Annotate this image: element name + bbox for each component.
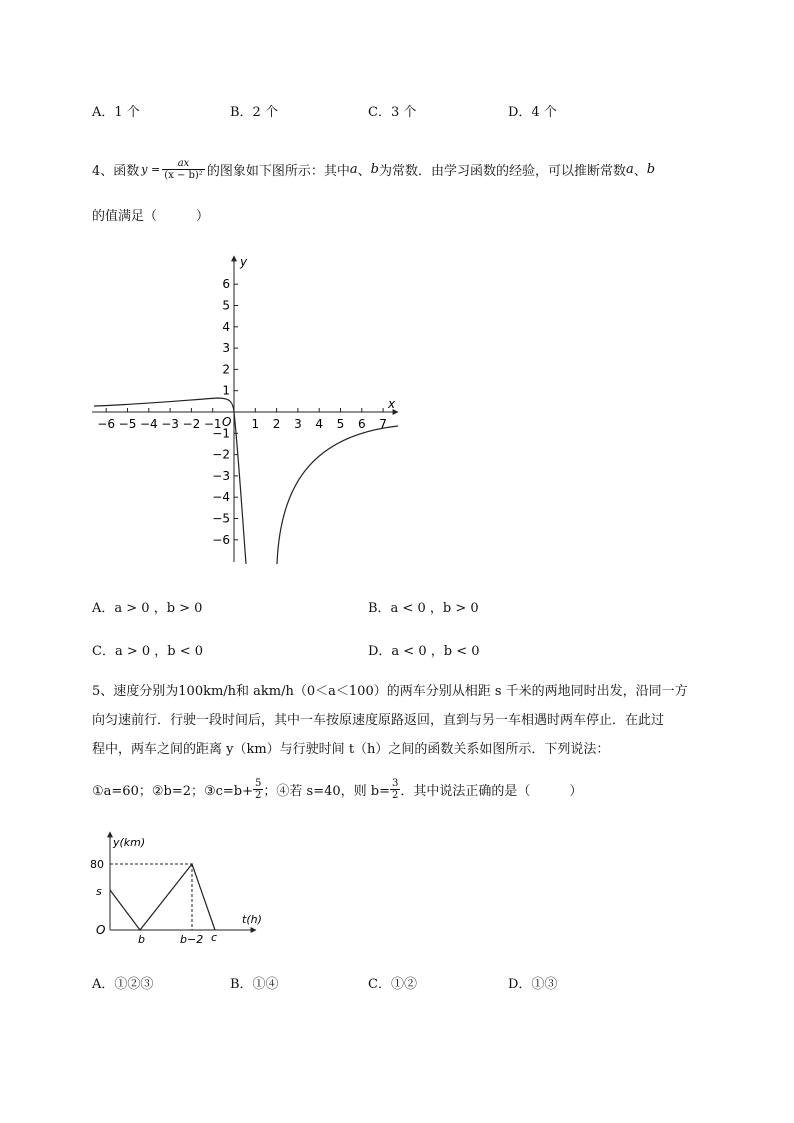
x-tick-label: 3 — [294, 417, 302, 431]
x-tick-label: 6 — [357, 417, 366, 431]
q4-option-b: B．a < 0 ，b > 0 — [368, 601, 479, 616]
q4-sep1: 、 — [357, 163, 371, 179]
x-tick-label: −5 — [118, 417, 137, 431]
q5-option-d: D．①③ — [508, 977, 558, 992]
q4-option-d: D．a < 0 ，b < 0 — [368, 644, 480, 659]
x-tick-label: 4 — [315, 417, 324, 431]
q5-stem-line4 — [92, 772, 582, 806]
x-tick-label: −2 — [182, 417, 201, 431]
y-tick-label: 4 — [222, 319, 230, 334]
q4-option-a: A．a > 0 ，b > 0 — [92, 601, 203, 616]
q5-option-c: C．①② — [368, 977, 417, 992]
distance-polyline — [110, 864, 215, 930]
origin-label: O — [96, 923, 106, 937]
y-tick-label: −1 — [212, 426, 230, 441]
y-tick-label: 6 — [222, 277, 230, 292]
q5-frac2-num: 3 — [392, 777, 399, 789]
q4-stem-line1 — [92, 152, 655, 186]
x-tick-label: −3 — [161, 417, 179, 431]
label-80: 80 — [90, 858, 104, 871]
y-tick-label: −5 — [212, 511, 230, 526]
label-c: c — [211, 931, 218, 944]
distance-time-graph — [88, 828, 278, 950]
q5-stem-line1: 5、速度分别为100km/h和 akm/h（0＜a＜100）的两车分别从相距 s 千米的两地同时出发，沿同一方 — [92, 684, 688, 699]
curve-right-branch — [277, 426, 398, 564]
x-tick-label: −4 — [139, 417, 158, 431]
q4-sep2: 、 — [633, 163, 647, 179]
y-axis-label: y — [240, 255, 248, 269]
q3-option-c: C．3 个 — [368, 105, 417, 120]
y-tick-label: −2 — [212, 447, 230, 462]
q4-function-fraction — [162, 158, 205, 181]
x-axis-label: x — [388, 397, 396, 411]
q5-option-a: A．①②③ — [92, 977, 154, 992]
t-axis-label: t(h) — [242, 913, 262, 926]
q3-option-a: A．1 个 — [92, 105, 140, 120]
curve-descending-branch — [234, 412, 246, 564]
y-tick-label: −4 — [212, 490, 230, 505]
label-b-minus-2: b−2 — [180, 933, 204, 946]
q4-var-b2: b — [646, 161, 656, 177]
q4-func-numerator: ax — [162, 158, 205, 170]
q5-fraction-5-2 — [253, 778, 263, 801]
x-tick-label: 7 — [379, 417, 387, 431]
x-tick-label: −1 — [203, 417, 222, 431]
q5-statements-a: ①a=60；②b=2；③c=b+ — [92, 783, 254, 799]
q3-option-b: B．2 个 — [230, 105, 278, 120]
q5-stem-line2: 向匀速前行．行驶一段时间后，其中一车按原速度原路返回，直到与另一车相遇时两车停止．在此过 — [92, 713, 665, 728]
q5-frac1-num: 5 — [255, 777, 262, 789]
q5-statements-c: ．其中说法正确的是（ ） — [400, 783, 583, 799]
q4-var-b: b — [370, 161, 379, 177]
y-tick-label: 1 — [222, 383, 230, 398]
q4-var-a2: a — [625, 161, 634, 177]
origin-label: O — [222, 415, 232, 429]
y-tick-label: 3 — [222, 341, 230, 356]
function-graph — [88, 250, 408, 568]
x-tick-label: 1 — [251, 417, 260, 431]
q4-func-y: y = — [141, 162, 161, 176]
q4-var-a: a — [349, 161, 358, 177]
q5-fraction-3-2 — [390, 778, 400, 801]
y-tick-label: 5 — [222, 298, 230, 313]
q4-stem-line2: 的值满足（ ） — [92, 209, 210, 224]
q5-frac2-den: 2 — [392, 789, 399, 801]
q3-option-d: D．4 个 — [508, 105, 557, 120]
y-tick-label: −3 — [212, 468, 230, 483]
q4-stem-middle2: 为常数．由学习函数的经验，可以推断常数 — [378, 163, 626, 179]
q5-statements-b: ；④若 s=40，则 b= — [263, 783, 390, 799]
q5-option-b: B．①④ — [230, 977, 279, 992]
x-tick-label: −6 — [97, 417, 116, 431]
label-s: s — [96, 885, 102, 898]
label-b: b — [138, 933, 145, 946]
x-tick-label: 2 — [272, 417, 281, 431]
x-tick-label: 5 — [336, 417, 345, 431]
q4-prefix: 4、函数 — [92, 163, 140, 179]
y-tick-label: 2 — [222, 362, 230, 377]
q5-stem-line3: 程中，两车之间的距离 y（km）与行驶时间 t（h）之间的函数关系如图所示．下列说法： — [92, 742, 610, 757]
y-tick-label: −6 — [212, 532, 230, 547]
q4-stem-middle: 的图象如下图所示：其中 — [206, 163, 350, 179]
q5-frac1-den: 2 — [255, 789, 262, 801]
q4-func-denominator: (x − b)² — [164, 169, 203, 181]
y-axis-label: y(km) — [113, 836, 146, 849]
q4-option-c: C．a > 0 ，b < 0 — [92, 644, 204, 659]
